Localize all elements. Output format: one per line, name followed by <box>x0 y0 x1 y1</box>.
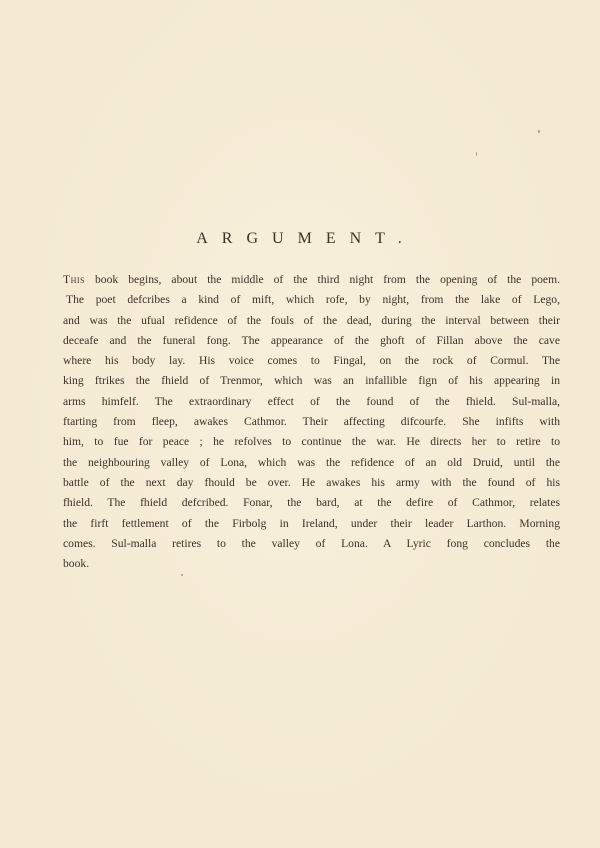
lead-word: This <box>63 273 85 286</box>
argument-paragraph <box>63 270 560 574</box>
text-line-2: The poet defcribes a kind of mift, which rofe, by night, from the lake of Lego, <box>66 293 560 307</box>
text-line-3: and was the ufual refidence of the fouls of the dead, during the interval between their <box>63 313 560 327</box>
text-line-5: where his body lay. His voice comes to Fingal, on the rock of Cormul. The <box>63 354 560 368</box>
page-heading: ARGUMENT. <box>196 230 416 247</box>
paper-speck <box>476 152 477 156</box>
text-line-11: battle of the next day fhould be over. He awakes his army with the found of his <box>63 475 560 489</box>
text-line-4: deceafe and the funeral fong. The appearance of the ghoft of Fillan above the cave <box>63 333 560 347</box>
text-line-13: the firft fettlement of the Firbolg in Ireland, under their leader Larthon. Morning <box>63 516 560 530</box>
text-line-15: book. <box>63 557 90 571</box>
text-line-9: him, to fue for peace ; he refolves to continue the war. He directs her to retire to <box>63 435 560 449</box>
text-line-8: ftarting from fleep, awakes Cathmor. Their affecting difcourfe. She infifts with <box>63 415 560 429</box>
text-line-6: king ftrikes the fhield of Trenmor, which was an infallible fign of his appearing in <box>63 374 560 388</box>
paper-speck <box>538 130 540 133</box>
paper-speck <box>181 574 183 576</box>
text-line-7: arms himfelf. The extraordinary effect of the found of the fhield. Sul-malla, <box>63 394 560 408</box>
text-line-14: comes. Sul-malla retires to the valley of Lona. A Lyric fong concludes the <box>63 536 560 550</box>
text-line-12: fhield. The fhield defcribed. Fonar, the bard, at the defire of Cathmor, relates <box>63 496 560 510</box>
text-line-10: the neighbouring valley of Lona, which was the refidence of an old Druid, until the <box>63 455 560 469</box>
text-line-1: This book begins, about the middle of the third night from the opening of the poem. <box>63 273 560 286</box>
